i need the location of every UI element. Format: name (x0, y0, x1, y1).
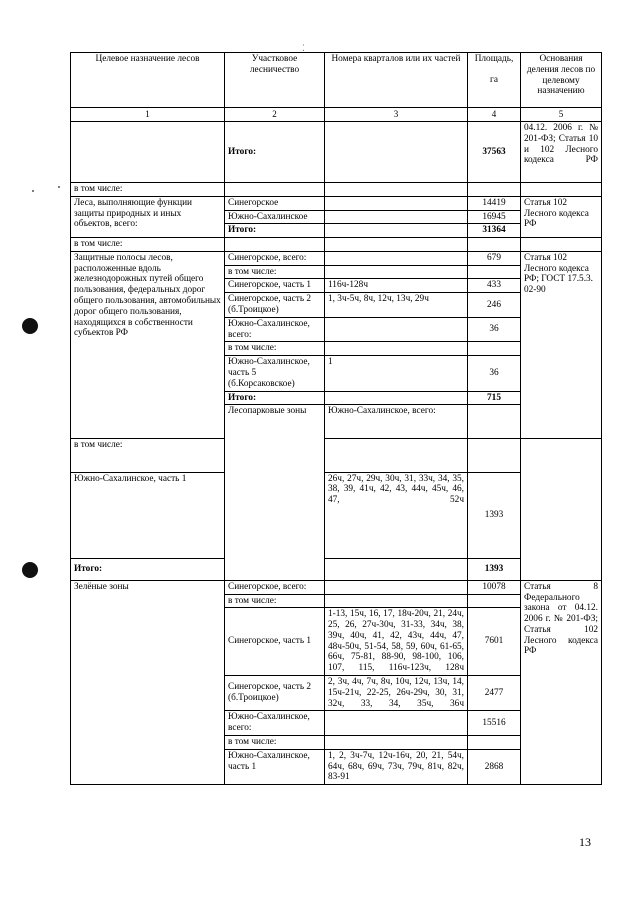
quarters-cell (325, 391, 468, 405)
cell-empty (468, 183, 521, 197)
quarters-cell (325, 558, 468, 580)
quarters-cell: 26ч, 27ч, 29ч, 30ч, 31, 33ч, 34, 35, 38, 39, 41ч, 42, 43, 44ч, 45ч, 46, 47, 52ч (325, 472, 468, 558)
column-number: 3 (325, 108, 468, 122)
quarters-cell (325, 317, 468, 342)
table-row (71, 196, 602, 210)
column-number: 2 (225, 108, 325, 122)
area-cell (468, 265, 521, 279)
district-cell: Южно-Сахалинское, часть 1 (225, 749, 325, 784)
district-cell: Южно-Сахалинское, всего: (225, 711, 325, 736)
area-cell: 433 (468, 279, 521, 293)
subtotal-row (71, 558, 602, 580)
cell-empty (521, 183, 602, 197)
subtotal-label: Итого: (225, 224, 325, 238)
quarters-cell (325, 594, 468, 608)
subtotal-area: 31364 (468, 224, 521, 238)
area-cell (468, 438, 521, 472)
quarters-cell: 1-13, 15ч, 16, 17, 18ч-20ч, 21, 24ч, 25, 26, 27ч-30ч, 31-33, 34ч, 38, 39ч, 40ч, 41, 42, 43ч, 44ч, 47, 48ч-50ч, 51-54, 58, 59, 60ч, 61-65, 66ч, 75-81, 88-90, 98-100, 106, 107, 115, 116ч-123ч, 128ч (325, 608, 468, 676)
table-row (71, 580, 602, 594)
punch-hole (22, 562, 38, 578)
district-cell: Южно-Сахалинское, всего: (325, 405, 468, 439)
purpose-green-zones: Зелёные зоны (71, 580, 225, 784)
table-row (71, 472, 602, 558)
subheading-in-total: в том числе: (225, 342, 325, 356)
area-cell: 1393 (468, 472, 521, 558)
district-cell: Синегорское, часть 1 (225, 608, 325, 676)
page-number: 13 (579, 835, 591, 849)
quarters-cell (325, 265, 468, 279)
basis-cell: Статья 8 Федерального закона от 04.12. 2006 г. № 201-ФЗ; Статья 102 Лесного кодекса РФ (521, 580, 602, 784)
total-basis: 04.12. 2006 г. № 201-ФЗ; Статья 10 и 102 Лесного кодекса РФ (521, 122, 602, 183)
quarters-cell: 1, 2, 3ч-7ч, 12ч-16ч, 20, 21, 54ч, 64ч, 68ч, 69ч, 73ч, 79ч, 81ч, 82ч, 83-91 (325, 749, 468, 784)
district-cell: Синегорское, часть 1 (225, 279, 325, 293)
quarters-cell: 1, 3ч-5ч, 8ч, 12ч, 13ч, 29ч (325, 293, 468, 318)
subheading-row (71, 438, 602, 472)
cell-empty (325, 183, 468, 197)
district-cell: Синегорское, всего: (225, 251, 325, 265)
column-number: 5 (521, 108, 602, 122)
area-cell: 14419 (468, 196, 521, 210)
subheading-row (71, 183, 602, 197)
area-cell: 246 (468, 293, 521, 318)
scan-speck (58, 186, 60, 188)
subtotal-label: Итого: (225, 391, 325, 405)
district-cell: Синегорское, часть 2 (б.Троицкое) (225, 293, 325, 318)
table-row (71, 251, 602, 265)
cell-empty (468, 238, 521, 252)
subheading-in-total: в том числе: (71, 238, 225, 252)
quarters-cell (468, 405, 521, 439)
header-basis: Основания деления лесов по целевому назначению (521, 53, 602, 108)
punch-hole (22, 318, 38, 334)
purpose-protective: Леса, выполняющие функции защиты природных и иных объектов, всего: (71, 196, 225, 237)
cell-empty (325, 238, 468, 252)
column-number: 1 (71, 108, 225, 122)
district-cell: Южно-Сахалинское (225, 210, 325, 224)
total-area: 37563 (468, 122, 521, 183)
header-purpose: Целевое назначение лесов (71, 53, 225, 108)
cell-empty (325, 122, 468, 183)
header-row (71, 53, 602, 108)
header-area (468, 53, 521, 108)
header-quarters: Номера кварталов или их частей (325, 53, 468, 108)
purpose-forest-park: Лесопарковые зоны (225, 405, 325, 581)
quarters-cell: 2, 3ч, 4ч, 7ч, 8ч, 10ч, 12ч, 13ч, 14, 15ч-21ч, 22-25, 26ч-29ч, 30, 31, 32ч, 33, 34, 35ч, 36ч (325, 676, 468, 711)
district-cell: Южно-Сахалинское, часть 5 (б.Корсаковское) (225, 356, 325, 391)
area-cell: 2868 (468, 749, 521, 784)
total-row (71, 122, 602, 183)
area-cell (468, 594, 521, 608)
quarters-cell (325, 251, 468, 265)
area-cell: 679 (468, 251, 521, 265)
district-cell: Южно-Сахалинское, часть 1 (71, 472, 225, 558)
area-cell (468, 342, 521, 356)
column-number: 4 (468, 108, 521, 122)
scan-speck (32, 190, 34, 192)
quarters-cell: 116ч-128ч (325, 279, 468, 293)
scan-mark: ⁚ (302, 43, 305, 53)
subheading-in-total: в том числе: (225, 735, 325, 749)
subtotal-area: 715 (468, 391, 521, 405)
district-cell: Синегорское, часть 2 (б.Троицкое) (225, 676, 325, 711)
area-cell: 7601 (468, 608, 521, 676)
basis-cell: Статья 102 Лесного кодекса РФ; ГОСТ 17.5.3. 02-90 (521, 251, 602, 438)
cell-empty (225, 238, 325, 252)
quarters-cell (325, 196, 468, 210)
quarters-cell (325, 735, 468, 749)
subtotal-label: Итого: (71, 558, 225, 580)
area-cell (468, 735, 521, 749)
subheading-in-total: в том числе: (71, 183, 225, 197)
forest-purpose-table (70, 52, 602, 785)
district-cell: Южно-Сахалинское, всего: (225, 317, 325, 342)
area-cell: 10078 (468, 580, 521, 594)
cell-empty (225, 183, 325, 197)
area-cell: 16945 (468, 210, 521, 224)
subheading-in-total: в том числе: (225, 265, 325, 279)
area-cell: 15516 (468, 711, 521, 736)
area-cell: 2477 (468, 676, 521, 711)
district-cell: Синегорское, всего: (225, 580, 325, 594)
column-number-row (71, 108, 602, 122)
header-area-label: Площадь, (474, 54, 514, 64)
cell-empty (521, 238, 602, 252)
quarters-cell (325, 711, 468, 736)
quarters-cell (325, 438, 468, 472)
district-cell: Синегорское (225, 196, 325, 210)
quarters-cell (325, 342, 468, 356)
basis-cell: Статья 102 Лесного кодекса РФ (521, 196, 602, 237)
area-cell: 36 (468, 356, 521, 391)
purpose-protective-strips: Защитные полосы лесов, расположенные вдоль железнодорожных путей общего пользования, федеральных дорог общего пользования, автомобильных дорог общего пользования, находящихся в собственности субъектов РФ (71, 251, 225, 438)
quarters-cell (325, 580, 468, 594)
cell-empty (71, 122, 225, 183)
subheading-in-total: в том числе: (225, 594, 325, 608)
subheading-row (71, 238, 602, 252)
quarters-cell: 1 (325, 356, 468, 391)
quarters-cell (325, 210, 468, 224)
subheading-in-total: в том числе: (71, 438, 225, 472)
header-district: Участковое лесничество (225, 53, 325, 108)
quarters-cell (325, 224, 468, 238)
subtotal-area: 1393 (468, 558, 521, 580)
total-label: Итого: (225, 122, 325, 183)
header-area-unit: га (490, 74, 498, 85)
area-cell: 36 (468, 317, 521, 342)
